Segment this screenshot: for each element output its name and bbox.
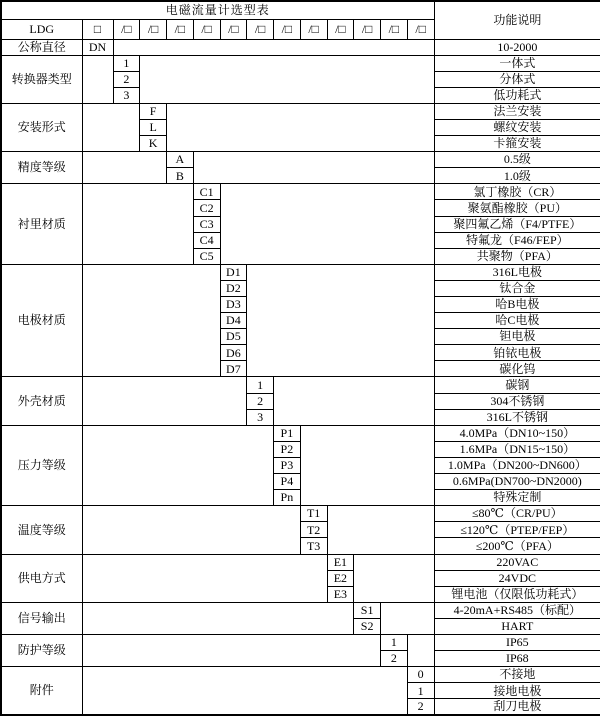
left-filler-cell xyxy=(82,264,220,377)
description-cell: 1.6MPa（DN15~150） xyxy=(434,441,600,457)
description-cell: 10-2000 xyxy=(434,39,600,55)
code-cell: 3 xyxy=(247,409,274,425)
description-cell: 一体式 xyxy=(434,55,600,71)
code-cell: D1 xyxy=(220,264,247,280)
description-cell: 钛合金 xyxy=(434,280,600,296)
code-cell: C4 xyxy=(193,232,220,248)
code-cell: P3 xyxy=(274,457,301,473)
code-slot-cell: /□ xyxy=(113,19,140,39)
code-cell: P2 xyxy=(274,441,301,457)
description-cell: ≤80℃（CR/PU） xyxy=(434,506,600,522)
code-cell: L xyxy=(140,119,167,135)
description-cell: 316L不锈钢 xyxy=(434,409,600,425)
code-cell: 1 xyxy=(113,55,140,71)
right-filler-cell xyxy=(247,264,434,377)
description-cell: 聚四氟乙烯（F4/PTFE） xyxy=(434,216,600,232)
left-filler-cell xyxy=(82,152,167,184)
code-cell: D5 xyxy=(220,329,247,345)
right-filler-cell xyxy=(381,602,435,634)
description-cell: 钽电极 xyxy=(434,329,600,345)
code-slot-cell: /□ xyxy=(167,19,194,39)
description-cell: ≤120℃（PTEP/FEP） xyxy=(434,522,600,538)
section-label: 防护等级 xyxy=(1,634,82,666)
description-cell: 哈C电极 xyxy=(434,313,600,329)
code-cell: 2 xyxy=(407,699,434,715)
code-cell: C2 xyxy=(193,200,220,216)
description-cell: 碳化钨 xyxy=(434,361,600,377)
description-cell: 1.0MPa（DN200~DN600） xyxy=(434,457,600,473)
section-label: 供电方式 xyxy=(1,554,82,602)
description-cell: 1.0级 xyxy=(434,168,600,184)
code-slot-cell: /□ xyxy=(140,19,167,39)
code-cell: P1 xyxy=(274,425,301,441)
code-slot-cell: /□ xyxy=(354,19,381,39)
right-filler-cell xyxy=(300,425,434,505)
description-cell: 低功耗式 xyxy=(434,87,600,103)
code-cell: 1 xyxy=(381,634,408,650)
description-cell: 哈B电极 xyxy=(434,297,600,313)
code-cell: K xyxy=(140,136,167,152)
code-cell: A xyxy=(167,152,194,168)
code-slot-cell: /□ xyxy=(300,19,327,39)
right-filler-cell xyxy=(274,377,435,425)
description-cell: HART xyxy=(434,618,600,634)
code-cell: 3 xyxy=(113,87,140,103)
description-cell: 304不锈钢 xyxy=(434,393,600,409)
description-cell: 4.0MPa（DN10~150） xyxy=(434,425,600,441)
right-filler-cell xyxy=(354,554,434,602)
description-cell: 聚氨酯橡胶（PU） xyxy=(434,200,600,216)
code-cell: 0 xyxy=(407,667,434,683)
left-filler-cell xyxy=(82,184,193,264)
code-cell: T1 xyxy=(300,506,327,522)
code-cell: S2 xyxy=(354,618,381,634)
description-cell: 卡箍安装 xyxy=(434,136,600,152)
code-cell: D6 xyxy=(220,345,247,361)
left-filler-cell xyxy=(82,55,113,103)
description-cell: 特殊定制 xyxy=(434,490,600,506)
section-label: 精度等级 xyxy=(1,152,82,184)
description-cell: ≤200℃（PFA） xyxy=(434,538,600,554)
description-cell: 螺纹安装 xyxy=(434,119,600,135)
description-cell: 不接地 xyxy=(434,667,600,683)
left-filler-cell xyxy=(82,602,354,634)
function-description-header: 功能说明 xyxy=(434,1,600,39)
right-filler-cell xyxy=(193,152,434,184)
description-cell: 特氟龙（F46/FEP） xyxy=(434,232,600,248)
code-cell: B xyxy=(167,168,194,184)
code-slot-cell: /□ xyxy=(220,19,247,39)
code-cell: E2 xyxy=(327,570,354,586)
code-cell: Pn xyxy=(274,490,301,506)
description-cell: 220VAC xyxy=(434,554,600,570)
code-slot-cell: /□ xyxy=(193,19,220,39)
code-cell: E3 xyxy=(327,586,354,602)
description-cell: 锂电池（仅限低功耗式） xyxy=(434,586,600,602)
description-cell: IP68 xyxy=(434,651,600,667)
left-filler-cell xyxy=(82,634,381,666)
code-cell: P4 xyxy=(274,474,301,490)
description-cell: 4-20mA+RS485（标配） xyxy=(434,602,600,618)
code-cell: T3 xyxy=(300,538,327,554)
left-filler-cell xyxy=(82,506,300,554)
right-filler-cell xyxy=(113,39,434,55)
section-label: 衬里材质 xyxy=(1,184,82,264)
description-cell: 共聚物（PFA） xyxy=(434,248,600,264)
section-label: 压力等级 xyxy=(1,425,82,505)
right-filler-cell xyxy=(407,634,434,666)
description-cell: 接地电极 xyxy=(434,683,600,699)
right-filler-cell xyxy=(140,55,434,103)
code-cell: 1 xyxy=(407,683,434,699)
left-filler-cell xyxy=(82,667,407,715)
section-label: 公称直径 xyxy=(1,39,82,55)
section-label: 信号输出 xyxy=(1,602,82,634)
description-cell: 碳钢 xyxy=(434,377,600,393)
code-cell: C5 xyxy=(193,248,220,264)
code-cell: D2 xyxy=(220,280,247,296)
code-cell: E1 xyxy=(327,554,354,570)
description-cell: 0.6MPa(DN700~DN2000) xyxy=(434,474,600,490)
code-slot-cell: /□ xyxy=(381,19,408,39)
code-cell: DN xyxy=(82,39,113,55)
left-filler-cell xyxy=(82,377,247,425)
section-label: 外壳材质 xyxy=(1,377,82,425)
description-cell: 316L电极 xyxy=(434,264,600,280)
section-label: 转换器类型 xyxy=(1,55,82,103)
right-filler-cell xyxy=(327,506,434,554)
model-prefix-cell: LDG xyxy=(1,19,82,39)
code-slot-cell: /□ xyxy=(247,19,274,39)
section-label: 温度等级 xyxy=(1,506,82,554)
code-cell: C3 xyxy=(193,216,220,232)
description-cell: 铂铱电极 xyxy=(434,345,600,361)
left-filler-cell xyxy=(82,554,327,602)
code-slot-cell: /□ xyxy=(407,19,434,39)
code-slot-cell: /□ xyxy=(274,19,301,39)
code-cell: 2 xyxy=(381,651,408,667)
description-cell: 氯丁橡胶（CR） xyxy=(434,184,600,200)
code-cell: D7 xyxy=(220,361,247,377)
code-cell: D4 xyxy=(220,313,247,329)
code-cell: 2 xyxy=(113,71,140,87)
code-cell: F xyxy=(140,103,167,119)
code-cell: D3 xyxy=(220,297,247,313)
right-filler-cell xyxy=(167,103,435,151)
code-box-cell: □ xyxy=(82,19,113,39)
code-cell: 1 xyxy=(247,377,274,393)
code-cell: T2 xyxy=(300,522,327,538)
code-cell: 2 xyxy=(247,393,274,409)
code-cell: C1 xyxy=(193,184,220,200)
left-filler-cell xyxy=(82,103,140,151)
description-cell: IP65 xyxy=(434,634,600,650)
table-title: 电磁流量计选型表 xyxy=(1,1,434,19)
code-slot-cell: /□ xyxy=(327,19,354,39)
description-cell: 法兰安装 xyxy=(434,103,600,119)
description-cell: 24VDC xyxy=(434,570,600,586)
description-cell: 0.5级 xyxy=(434,152,600,168)
description-cell: 分体式 xyxy=(434,71,600,87)
right-filler-cell xyxy=(220,184,434,264)
section-label: 电极材质 xyxy=(1,264,82,377)
description-cell: 刮刀电极 xyxy=(434,699,600,715)
section-label: 安装形式 xyxy=(1,103,82,151)
left-filler-cell xyxy=(82,425,274,505)
code-cell: S1 xyxy=(354,602,381,618)
section-label: 附件 xyxy=(1,667,82,715)
